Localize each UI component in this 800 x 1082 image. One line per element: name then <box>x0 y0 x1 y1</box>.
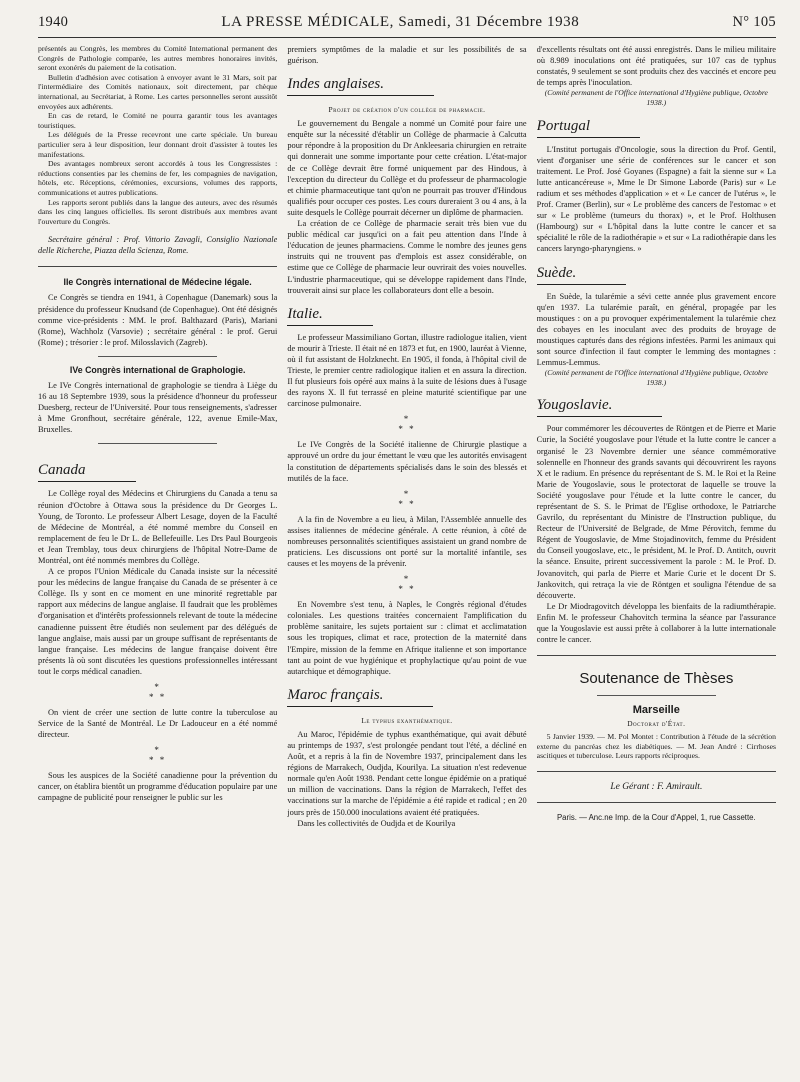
divider <box>537 802 776 803</box>
journal-title: LA PRESSE MÉDICALE, Samedi, 31 Décembre 1938 <box>221 14 580 30</box>
yougoslavie-paragraph: Le Dr Miodragovitch développa les bienfaits de la radiumthérapie. Enfin M. le professeur Chahovitch termina la séance par l'assurance que la Yougoslavie est aussi prête à collaborer à la lutte internationale contre le cancer. <box>536 601 776 645</box>
separator-stars: * * * <box>398 488 416 509</box>
italie-paragraph: Le professeur Massimiliano Gortan, illustre radiologue italien, vient de mourir à Trieste. Il était né en 1873 et fut, en 1900, lauréat à Vienne, où il fut assistant de Holzknecht. En 1905, il fonda, à l'hôpital civil de Trieste, le premier centre radiologique italien et en assura la direction. Il fut plusieurs fois opéré aux mains à la suite de lésions dues à l'usage des rayons X. Il fut terrassé en pleine maturité scientifique par une carcinose pulmonaire. <box>287 332 527 409</box>
indes-paragraph: La création de ce Collège de pharmacie serait très bien vue du public médical car jusqu'ici on a fait peu attention dans l'Inde à l'éducation de jeunes pharmaciens. Comme le nombre des jeunes gens instruits qui ne trouvent pas d'emplois est assez considérable, on estime que ce Collège de pharmacie leur ouvrirait des voies nouvelles. L'industrie pharmaceutique, qui se développe rapidement dans l'Inde, trouverait ainsi sur place les collaborateurs dont elle a besoin. <box>287 219 527 295</box>
theses-entry: 5 Janvier 1939. — M. Pol Montet : Contribution à l'étude de la sécrétion externe du pancréas chez les diabétiques. — M. Jean André : Cirrhoses ascitiques et tuberculose. Leurs rapports réciproques. <box>536 732 776 761</box>
portugal-heading: Portugal <box>537 118 640 138</box>
graphology-title: IVe Congrès international de Graphologie. <box>69 364 246 375</box>
page-header <box>38 14 776 38</box>
continued-text: d'excellents résultats ont été aussi enregistrés. Dans le milieu militaire où 8.989 inoculations ont été pratiquées, sur 107 cas de typhus constatés, 9 seulement se sont produits chez des vaccinés et encore peu de temps après l'inoculation. <box>536 45 776 88</box>
intro-paragraph: En cas de retard, le Comité ne pourra garantir tous les avantages touristiques. <box>38 111 278 130</box>
separator-stars: * * * <box>398 574 416 595</box>
graphology-text: Le IVe Congrès international de graphologie se tiendra à Liège du 16 au 18 Septembre 1939, sous la présidence d'honneur du professeur Duesberg, recteur de l'Université. Pour tous renseignements, s'adresser à Mme Gronfhout, secrétaire générale, 122, avenue Emile-Max, Bruxelles. <box>38 380 278 435</box>
theses-grade: Doctorat d'État. <box>627 719 686 729</box>
divider <box>98 443 217 444</box>
source-credit: (Comité permanent de l'Office international d'Hygiène publique, Octobre 1938.) <box>544 88 768 107</box>
suede-paragraph: En Suède, la tularémie a sévi cette année plus gravement encore qu'en 1937. La tularémie paraît, en général, propagée par les moustiques : on a pu provoquer expérimentalement la tularémie chez des cobayes en les inoculant avec des produits de broyage de moustiques capturés dans des régions infestées. Parmi les animaux qui sont source d'infection il faut compter le lemming des montagnes : Lemmus-Lemmus. <box>536 291 776 368</box>
divider <box>98 356 217 357</box>
columns <box>38 44 776 1072</box>
divider <box>597 695 716 696</box>
italie-paragraph: Le IVe Congrès de la Société italienne de Chirurgie plastique a approuvé un ordre du jour émettant le vœu que les autorités envisagent la constitution de départements spécialisés dans le soin des blessés et mutilés de la face. <box>287 440 527 483</box>
portugal-paragraph: L'Institut portugais d'Oncologie, sous la direction du Prof. Gentil, vient d'organiser une série de conférences sur le cancer et son traitement. Le Prof. José Goyanes (Espagne) a fait la sienne sur « La lutte anticancéreuse », Mme le Dr Simone Laborde (Paris) sur « Le radium et ses méthodes d'application » et « Le cancer de l'utérus », le Prof. Cramer (Berlin), sur « Le problème des cancers de l'estomac » et sur « Le problème (tumeurs du thorax) », et le Prof. Holthusen (Hambourg) sur « L'hôpital dans la lutte contre le cancer et sa spécialité le rôle de la radiothérapie » et sur « La radiothérapie dans les cancers laryngo-pharyngiens. » <box>536 144 776 254</box>
canada-heading: Canada <box>38 462 136 482</box>
separator-stars: * * * <box>149 745 167 766</box>
italie-paragraph: A la fin de Novembre a eu lieu, à Milan, l'Assemblée annuelle des assises italiennes de médecine générale. A cette réunion, à côté de nombreuses personnalités scientifiques assistaient un grand nombre de praticiens. Les discussions ont porté sur la mortalité infantile, ses causes et les moyens de la prévenir. <box>287 514 527 569</box>
issue-number: N° 105 <box>732 14 776 30</box>
legal-congress-text: Ce Congrès se tiendra en 1941, à Copenhague (Danemark) sous la présidence du professeur Knudsand (de Copenhague). Ont été désignés comme vice-présidents : MM. le prof. Balthazard (Paris), Mariani (Rome), Wachholz (Varsovie) ; secrétaire général : le prof. Gerui (Rome) ; trésorier : le prof. Milosslavich (Zagreb). <box>38 293 278 347</box>
canada-paragraph: Sous les auspices de la Société canadienne pour la prévention du cancer, on établira bientôt un programme d'éducation populaire par une campagne de publicité pour renseigner le public sur les <box>38 771 278 803</box>
canada-paragraph: Le Collège royal des Médecins et Chirurgiens du Canada a tenu sa réunion d'Octobre à Ottawa sous la présidence du Dr Georges L. Young, de Toronto. Le professeur Albert Lesage, doyen de la Faculté de Médecine de Montréal, a été nommé membre du Conseil en remplacement de feu le Dr L. de Bellefeuille. Les Drs Paul Bourgeois et Jean Tremblay, tous deux chirurgiens de l'hôpital Notre-Dame de Montréal, ont été nommés membres du Collège. <box>38 489 278 565</box>
indes-paragraph: Le gouvernement du Bengale a nommé un Comité pour faire une enquête sur la nécessité d'établir un Collège de pharmacie à Calcutta pour répondre à la proposition du Dr Ankleesaria chirurgien en retraite qui donnerait une somme importante pour cette création. L'état-major de ce Collège devrait être formé uniquement par des Hindous, à l'exception du directeur du Collège et du professeur de pharmacologie et chimie pharmaceutique tant qu'on ne pourrait pas trouver d'Hindous qualifiés pour occuper ces postes. Les cours dureraient 3 ou 4 ans, à la suite desquels le Collège pourrait décerner un diplôme de pharmacien. <box>287 119 527 217</box>
intro-paragraph: Des avantages nombreux seront accordés à tous les Congressistes : réductions consenties par les chemins de fer, les compagnies de navigation, hôtels, etc. Réceptions, cérémonies, excursions, volumes des rapports, communications et autres publications. <box>38 159 278 197</box>
maroc-paragraph: Dans les collectivités de Oudjda et de Kourilya <box>297 818 456 828</box>
intro-paragraph: présentés au Congrès, les membres du Comité International permanent des Congrès de Pathologie comparée, les autres membres honoraires invités, seront exonérés du paiement de la cotisation. <box>38 44 278 73</box>
indes-subhead: Projet de création d'un collège de pharmacie. <box>328 105 486 115</box>
maroc-heading: Maroc français. <box>287 687 433 707</box>
maroc-paragraph: Au Maroc, l'épidémie de typhus exanthématique, qui avait débuté au printemps de 1937, s'est prolongée pendant tout l'été, a décliné en Août, et a repris à la fin de Novembre 1937, principalement dans les régions de Marrakech, Oudjda, Kourilya. La situation n'est redevenue normale qu'en Août 1938. Pendant cette longue épidémie on a pratiqué un million de vaccinations. Dans la région de Marrakech, l'effet des vaccinations sur la marche de l'épidémie a été rapide et radical ; en 20 jours près de 150.000 inoculations avaient été pratiquées. <box>287 729 527 817</box>
suede-heading: Suède. <box>537 265 627 285</box>
divider <box>38 266 277 267</box>
canada-paragraph: A ce propos l'Union Médicale du Canada insiste sur la nécessité pour les médecins de langue française du Canada de se présenter à ce Collège. Ils y sont en ce moment en une minorité regrettable par rapport aux médecins de langue anglaise. Il faudrait que les problèmes d'organisation et d'intérêts professionnels relevant de toute la médecine canadienne puissent être étudiés non seulement par des délégués de langue anglaise, mais aussi par un groupe suffisant de représentants de langue française. Les médecins de langue française doivent être présents là où sont discutées les questions professionnelles intéressant tout le corps médical canadien. <box>38 567 278 676</box>
divider <box>537 771 776 772</box>
intro-paragraph: Les délégués de la Presse recevront une carte spéciale. Un bureau particulier sera à leur disposition, leur donnant droit d'assister à toutes les manifestations. <box>38 130 278 159</box>
page-number: 1940 <box>38 14 69 30</box>
secretary-note: Secrétaire général : Prof. Vittorio Zavagli, Consiglio Nazionale delle Richerche, Piazza della Scienza, Rome. <box>38 235 278 256</box>
canada-paragraph: On vient de créer une section de lutte contre la tuberculose au Service de la Santé de Montréal. Le Dr Ladouceur en a été nommé directeur. <box>38 708 278 740</box>
italie-paragraph: En Novembre s'est tenu, à Naples, le Congrès régional d'études coloniales. Les questions traitées concernaient l'amplification du problème sanitaire, les sujets portaient sur : climat et acclimatation sous les tropiques, climat et race, protection de la maternité dans l'Empire, mission de la femme en Afrique italienne et son importance tant au point de vue hygiénique et prophylactique qu'au point de vue autarchique et démographique. <box>287 600 527 676</box>
column-3 <box>537 44 776 1072</box>
imprint-line: Paris. — Anc.ne Imp. de la Cour d'Appel, 1, rue Cassette. <box>556 813 756 822</box>
theses-city: Marseille <box>632 704 680 717</box>
indes-heading: Indes anglaises. <box>287 76 434 96</box>
theses-title: Soutenance de Thèses <box>579 670 734 688</box>
continued-text: premiers symptômes de la maladie et sur les possibilités de sa guérison. <box>287 45 527 66</box>
legal-congress-title: IIe Congrès international de Médecine légale. <box>63 277 252 288</box>
column-1 <box>38 44 277 1072</box>
intro-paragraph: Les rapports seront publiés dans la langue des auteurs, avec des résumés dans les cinq langues officielles. Ils seront distribués aux membres avant l'ouverture du Congrès. <box>38 197 278 226</box>
gerant-line: Le Gérant : F. Amirault. <box>610 782 703 792</box>
separator-stars: * * * <box>149 682 167 702</box>
yougoslavie-heading: Yougoslavie. <box>537 397 663 417</box>
intro-paragraph: Bulletin d'adhésion avec cotisation à envoyer avant le 31 Mars, soit par l'intermédiaire des Comités nationaux, soit directement, par chèque international, au Secrétariat, à Rome. Les cartes personnelles seront aussitôt envoyées aux adhérents. <box>38 72 278 111</box>
maroc-subhead: Le typhus exanthématique. <box>361 715 453 725</box>
source-credit: (Comité permanent de l'Office international d'Hygiène publique, Octobre 1938.) <box>544 368 768 387</box>
italie-heading: Italie. <box>287 306 372 326</box>
yougoslavie-paragraph: Pour commémorer les découvertes de Röntgen et de Pierre et Marie Curie, la Société yougoslave pour l'étude et la lutte contre le cancer a organisé le 23 Novembre dernier une séance commémorative solennelle en l'honneur des grands savants qui découvrirent les rayons X et le radium. En présence du représentant de S. M. le Roi et la Reine Marie de Yougoslavie, sous le protectorat de laquelle se trouve la Société yougoslave pour l'étude et la lutte contre le cancer, du représentant de S. S. le Primat de l'Eglise orthodoxe, le Patriarche Gavrilo, du représentant du Ministre de l'Instruction publique, du Recteur de l'Université de Belgrade, de Mme Pérovitch, femme du Régent de Yougoslavie, de Mme Stojadinovitch, femme du Président du Conseil yougoslave, etc., le président, M. le Prof. D. Antitch, ouvrit la séance. Ensuite, prirent successivement la parole : M. le Prof. D. Jovanovitch, qui parla de Pierre et Marie Curie et le docent Dr S. Jankovitch, qui retraça la vie de Röntgen et souligna l'étendue de sa découverte. <box>536 424 776 600</box>
separator-stars: * * * <box>398 414 416 435</box>
column-2 <box>287 44 526 1072</box>
divider <box>537 655 776 656</box>
